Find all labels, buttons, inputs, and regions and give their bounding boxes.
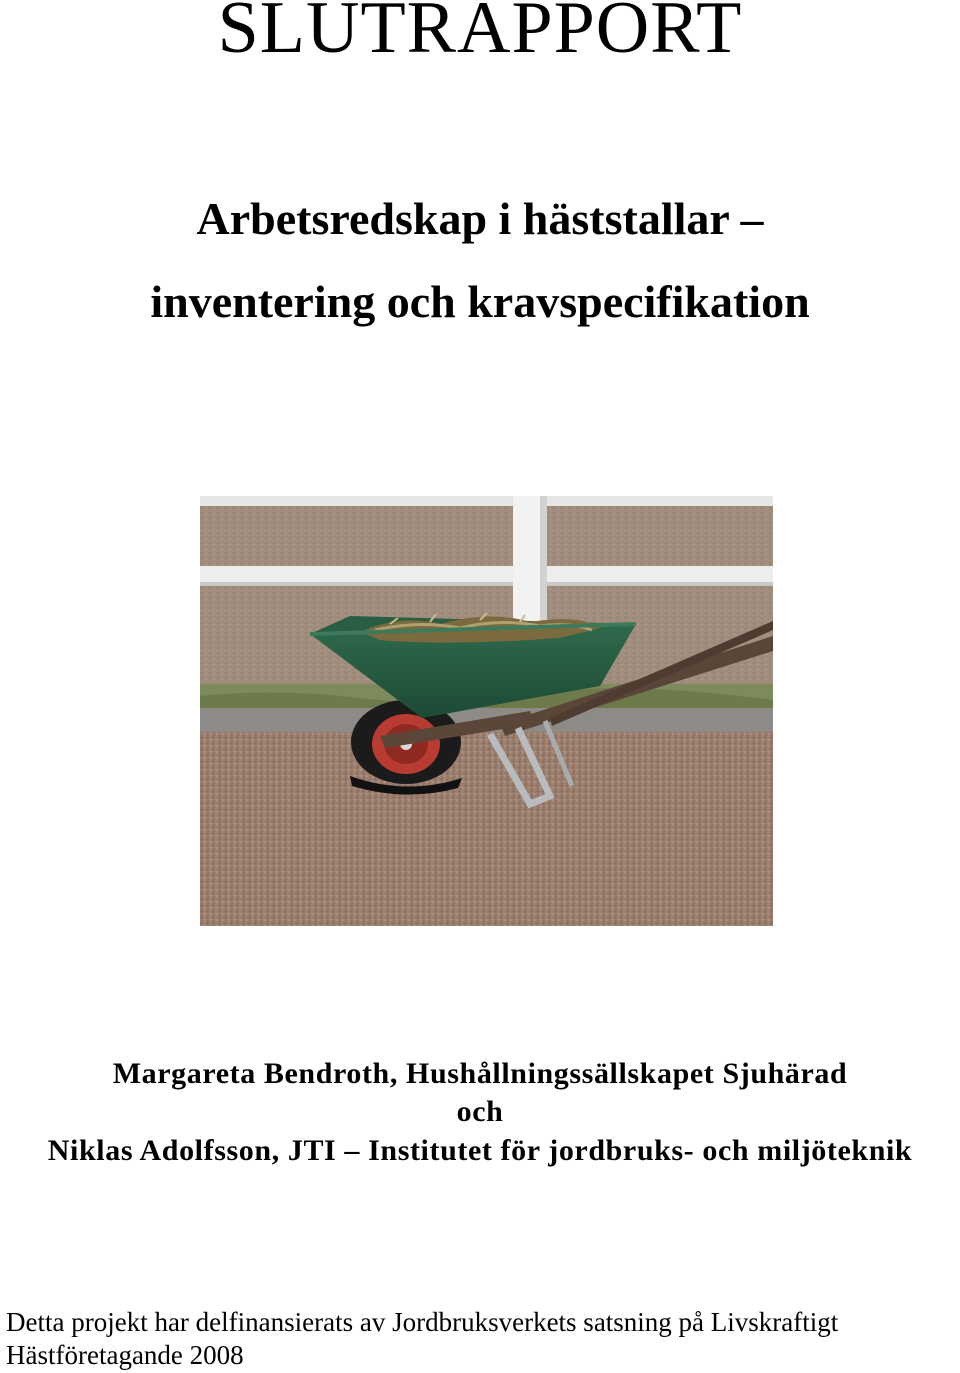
authors-line-1: Margareta Bendroth, Hushållningssällskapet Sjuhärad xyxy=(112,1057,848,1090)
authors-line-2: Niklas Adolfsson, JTI – Institutet för jordbruks- och miljöteknik xyxy=(47,1134,913,1167)
wheelbarrow-photo xyxy=(200,496,773,926)
report-subtitle-line-2: inventering och kravspecifikation xyxy=(150,276,810,327)
funding-note-line-2: Hästföretagande 2008 xyxy=(6,1340,244,1370)
report-title: SLUTRAPPORT xyxy=(217,0,743,69)
funding-note-line-1: Detta projekt har delfinansierats av Jordbruksverkets satsning på Livskraftigt xyxy=(6,1307,839,1337)
authors-conjunction: och xyxy=(456,1095,504,1128)
report-subtitle-line-1: Arbetsredskap i häststallar – xyxy=(196,193,764,244)
